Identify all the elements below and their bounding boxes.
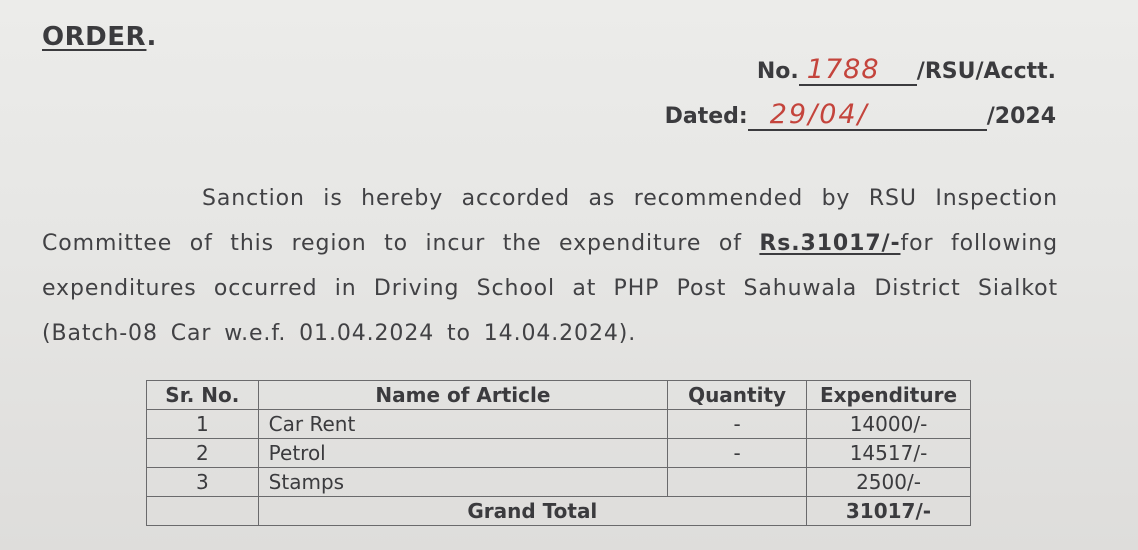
reference-number-label: No. [756, 59, 799, 84]
cell-quantity [668, 468, 807, 497]
cell-quantity: - [668, 439, 807, 468]
paragraph-line-1: Sanction is hereby accorded as recommended by RSU Inspection [202, 186, 1058, 211]
table-row [147, 410, 971, 439]
reference-date-suffix: /2024 [986, 104, 1056, 129]
cell-expenditure: 14000/- [806, 410, 970, 439]
paragraph-line-4: (Batch-08 Car w.e.f. 01.04.2024 to 14.04.2024). [42, 321, 637, 346]
header-quantity: Quantity [668, 381, 807, 410]
reference-number-line [757, 56, 1056, 86]
order-heading-dot: . [146, 22, 157, 52]
table-total-row [147, 497, 971, 526]
cell-article: Car Rent [258, 410, 667, 439]
cell-expenditure: 14517/- [806, 439, 970, 468]
sanction-amount: Rs.31017/- [759, 231, 901, 256]
header-name-of-article: Name of Article [258, 381, 667, 410]
sanction-paragraph [42, 176, 1058, 356]
grand-total-value: 31017/- [806, 497, 970, 526]
table-row [147, 468, 971, 497]
order-heading [42, 22, 157, 52]
table-header-row [147, 381, 971, 410]
cell-sr: 2 [147, 439, 259, 468]
table-row [147, 439, 971, 468]
cell-total-empty [147, 497, 259, 526]
reference-date-label: Dated: [664, 104, 748, 129]
cell-quantity: - [668, 410, 807, 439]
grand-total-label: Grand Total [258, 497, 806, 526]
cell-sr: 1 [147, 410, 259, 439]
paragraph-line-2-pre: Committee of this region to incur the expenditure of [42, 231, 760, 256]
paragraph-line-3: expenditures occurred in Driving School at PHP Post Sahuwala District Sialkot [42, 276, 1058, 301]
cell-expenditure: 2500/- [806, 468, 970, 497]
reference-number-handwritten: 1788 [799, 56, 917, 86]
reference-date-line [665, 101, 1056, 131]
header-expenditure: Expenditure [806, 381, 970, 410]
order-heading-text: ORDER [42, 22, 147, 52]
paragraph-line-2 [42, 221, 1058, 266]
expenditure-table [146, 380, 971, 526]
cell-article: Stamps [258, 468, 667, 497]
cell-article: Petrol [258, 439, 667, 468]
reference-date-handwritten: 29/04/ [748, 101, 987, 131]
cell-sr: 3 [147, 468, 259, 497]
paragraph-line-2-post: for following [900, 231, 1058, 256]
reference-number-suffix: /RSU/Acctt. [916, 59, 1056, 84]
header-sr-no: Sr. No. [147, 381, 259, 410]
